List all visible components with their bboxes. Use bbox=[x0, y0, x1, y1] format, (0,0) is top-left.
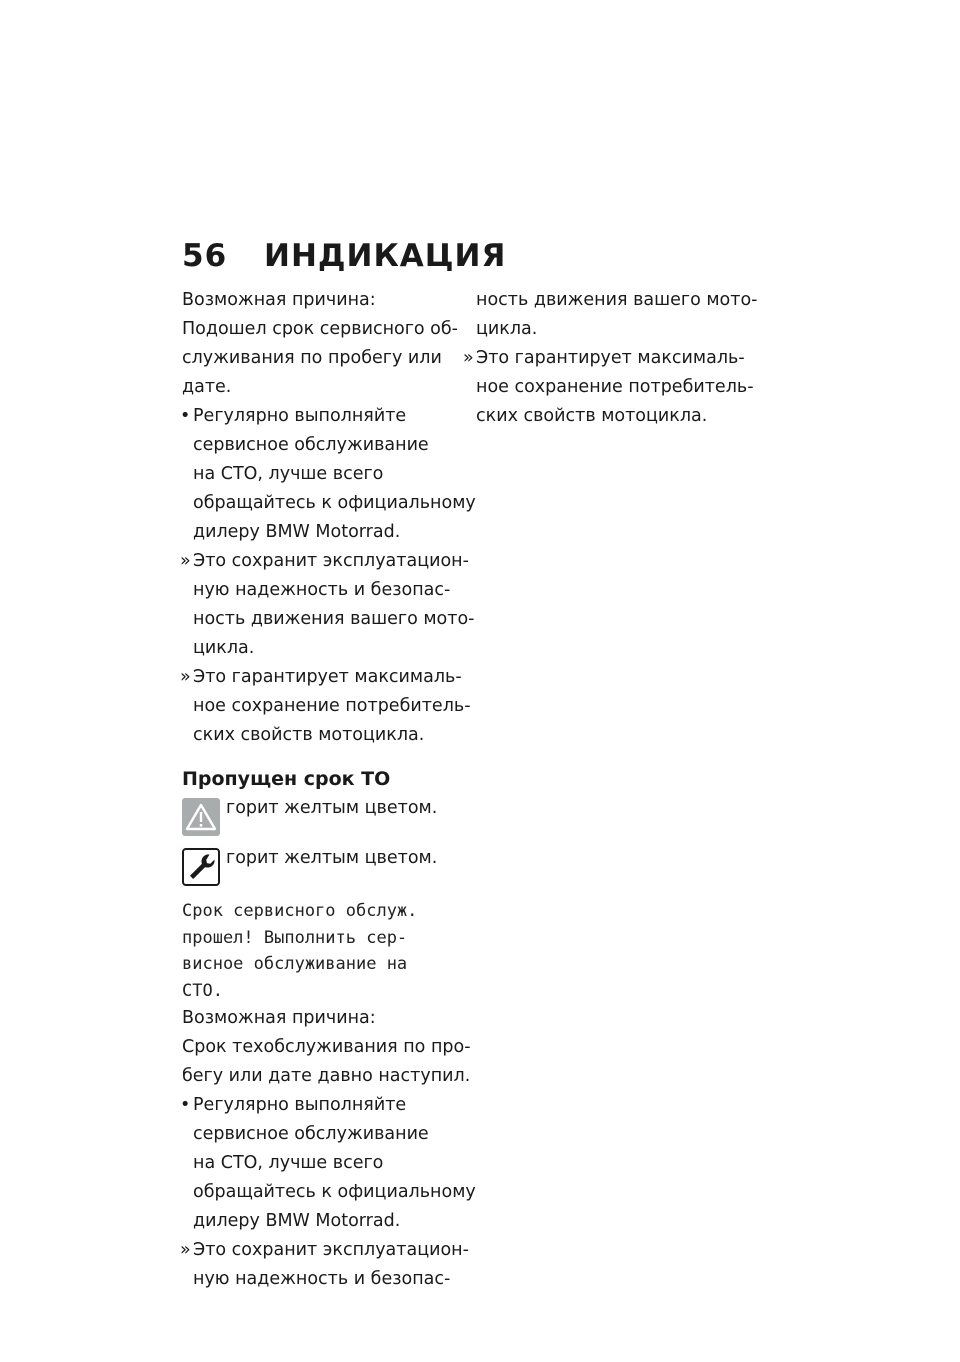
page-title bbox=[182, 238, 506, 274]
text-line: ность движения вашего мото- bbox=[476, 290, 758, 310]
page-number: 56 bbox=[182, 238, 228, 274]
text-line: ских свойств мотоцикла. bbox=[193, 725, 425, 745]
text-line: дилеру BMW Motorrad. bbox=[193, 1211, 401, 1231]
text-line: служивания по пробегу или bbox=[182, 348, 442, 368]
text-line: ность движения вашего мото- bbox=[193, 609, 475, 629]
text-line: Это сохранит эксплуатацион- bbox=[193, 1240, 469, 1260]
text-line: на СТО, лучше всего bbox=[193, 464, 384, 484]
text-line: Это гарантирует максималь- bbox=[193, 667, 462, 687]
wrench-icon bbox=[182, 848, 220, 886]
text-line: ное сохранение потребитель- bbox=[476, 377, 754, 397]
right-column bbox=[463, 286, 758, 431]
result-item bbox=[180, 547, 475, 663]
text-line: дилеру BMW Motorrad. bbox=[193, 522, 401, 542]
result-item bbox=[463, 344, 754, 431]
text-line: ную надежность и безопас- bbox=[193, 580, 451, 600]
text-line: прошел! Выполнить сер- bbox=[182, 927, 408, 948]
text-line: ное сохранение потребитель- bbox=[193, 696, 471, 716]
text-line: обращайтесь к официальному bbox=[193, 1182, 476, 1202]
text-line: дате. bbox=[182, 377, 232, 397]
text-line: Срок сервисного обслуж. bbox=[182, 901, 418, 921]
result-arrow-icon: » bbox=[463, 348, 474, 368]
result-item bbox=[180, 1236, 469, 1294]
bullet-icon: • bbox=[180, 406, 191, 426]
text-line: цикла. bbox=[476, 319, 538, 339]
cause-text bbox=[182, 315, 459, 402]
cause-label: Возможная причина: bbox=[182, 1008, 376, 1028]
text-line: Регулярно выполняйте bbox=[193, 406, 407, 426]
section-heading: Пропущен срок ТО bbox=[182, 768, 391, 790]
text-line: висное обслуживание на bbox=[182, 954, 408, 974]
action-bullet-item bbox=[180, 1091, 476, 1236]
text-line: Это сохранит эксплуатацион- bbox=[193, 551, 469, 571]
text-line: ских свойств мотоцикла. bbox=[476, 406, 708, 426]
action-bullet-item bbox=[180, 402, 476, 547]
cause-text bbox=[182, 1033, 471, 1091]
text-line: сервисное обслуживание bbox=[193, 435, 429, 455]
text-line: бегу или дате давно наступил. bbox=[182, 1066, 471, 1086]
result-arrow-icon: » bbox=[180, 551, 191, 571]
warning-triangle-icon bbox=[182, 798, 220, 836]
result-arrow-icon: » bbox=[180, 1240, 191, 1260]
display-message bbox=[182, 898, 450, 1004]
chapter-title: ИНДИКАЦИЯ bbox=[264, 238, 507, 274]
text-line: Это гарантирует максималь- bbox=[476, 348, 745, 368]
text-line: ную надежность и безопас- bbox=[193, 1269, 451, 1289]
cause-label: Возможная причина: bbox=[182, 290, 376, 310]
service-indicator-row bbox=[182, 844, 450, 888]
text-line: Регулярно выполняйте bbox=[193, 1095, 407, 1115]
text-line: обращайтесь к официальному bbox=[193, 493, 476, 513]
service-indicator-text: горит желтым цветом. bbox=[226, 848, 438, 868]
bullet-icon: • bbox=[180, 1095, 191, 1115]
result-arrow-icon: » bbox=[180, 667, 191, 687]
text-line: на СТО, лучше всего bbox=[193, 1153, 384, 1173]
text-line: Подошел срок сервисного об- bbox=[182, 319, 459, 339]
text-line: Срок техобслуживания по про- bbox=[182, 1037, 471, 1057]
text-line: сервисное обслуживание bbox=[193, 1124, 429, 1144]
warning-indicator-row bbox=[182, 794, 450, 838]
warning-indicator-text: горит желтым цветом. bbox=[226, 798, 438, 818]
text-line: СТО. bbox=[182, 980, 223, 1001]
result-item bbox=[180, 663, 471, 750]
left-column bbox=[180, 286, 476, 1294]
text-line: цикла. bbox=[193, 638, 255, 658]
result-continuation bbox=[465, 286, 758, 344]
